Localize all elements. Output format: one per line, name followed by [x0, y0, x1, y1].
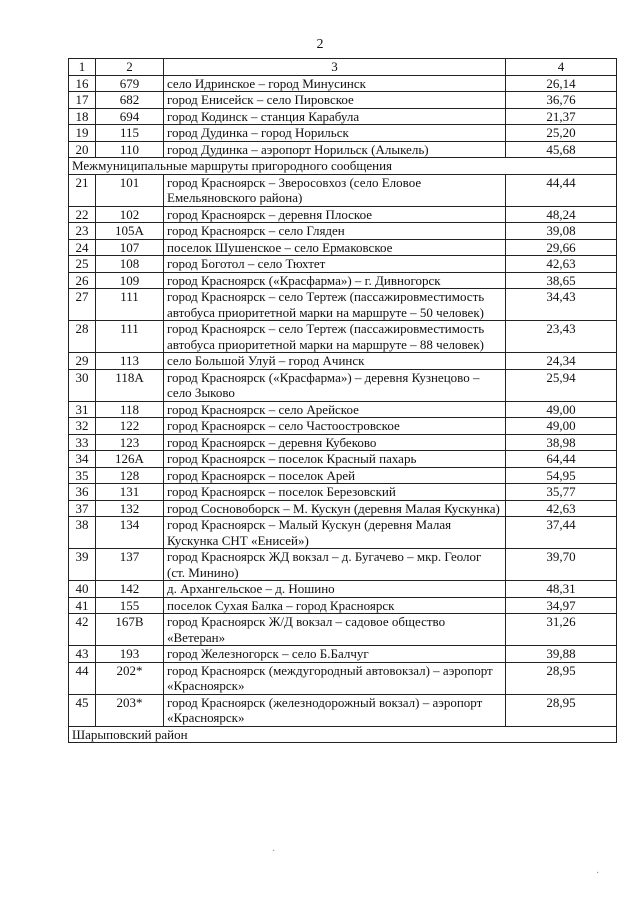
page-number: 2 [316, 37, 324, 52]
route-value: 23,43 [506, 321, 617, 353]
row-number: 42 [69, 614, 96, 646]
routes-table [68, 58, 617, 743]
route-value: 45,68 [506, 141, 617, 158]
route-name: город Красноярск – село Гляден [164, 223, 506, 240]
row-number: 43 [69, 646, 96, 663]
route-name: город Красноярск – поселок Березовский [164, 484, 506, 501]
route-value: 42,63 [506, 256, 617, 273]
row-number: 32 [69, 418, 96, 435]
route-code: 110 [96, 141, 164, 158]
section-row [69, 158, 617, 175]
route-code: 131 [96, 484, 164, 501]
route-name: город Красноярск – деревня Кубеково [164, 434, 506, 451]
section-title: Межмуниципальные маршруты пригородного сообщения [69, 158, 617, 175]
row-number: 33 [69, 434, 96, 451]
route-code: 108 [96, 256, 164, 273]
route-code: 109 [96, 272, 164, 289]
row-number: 44 [69, 662, 96, 694]
route-name: город Красноярск (железнодорожный вокзал) – аэропорт «Красноярск» [164, 694, 506, 726]
route-value: 26,14 [506, 75, 617, 92]
route-value: 25,94 [506, 369, 617, 401]
table-row [69, 434, 617, 451]
row-number: 26 [69, 272, 96, 289]
table-row [69, 75, 617, 92]
table-row [69, 92, 617, 109]
table-row [69, 369, 617, 401]
route-value: 49,00 [506, 401, 617, 418]
route-value: 38,65 [506, 272, 617, 289]
row-number: 17 [69, 92, 96, 109]
route-value: 49,00 [506, 418, 617, 435]
route-value: 39,88 [506, 646, 617, 663]
route-name: город Красноярск – село Арейское [164, 401, 506, 418]
row-number: 45 [69, 694, 96, 726]
route-code: 111 [96, 321, 164, 353]
table-row [69, 353, 617, 370]
table-row [69, 401, 617, 418]
route-code: 113 [96, 353, 164, 370]
route-value: 31,26 [506, 614, 617, 646]
row-number: 41 [69, 597, 96, 614]
row-number: 21 [69, 174, 96, 206]
route-code: 155 [96, 597, 164, 614]
route-code: 126А [96, 451, 164, 468]
row-number: 34 [69, 451, 96, 468]
column-header-1: 1 [69, 59, 96, 76]
route-code: 679 [96, 75, 164, 92]
table-row [69, 174, 617, 206]
route-code: 123 [96, 434, 164, 451]
route-value: 39,08 [506, 223, 617, 240]
route-value: 39,70 [506, 549, 617, 581]
row-number: 36 [69, 484, 96, 501]
route-code: 111 [96, 289, 164, 321]
route-value: 42,63 [506, 500, 617, 517]
route-value: 28,95 [506, 694, 617, 726]
table-row [69, 108, 617, 125]
route-value: 34,97 [506, 597, 617, 614]
table-row [69, 517, 617, 549]
route-code: 122 [96, 418, 164, 435]
route-value: 21,37 [506, 108, 617, 125]
route-name: город Красноярск (междугородный автовокзал) – аэропорт «Красноярск» [164, 662, 506, 694]
route-value: 64,44 [506, 451, 617, 468]
row-number: 18 [69, 108, 96, 125]
route-value: 24,34 [506, 353, 617, 370]
route-value: 54,95 [506, 467, 617, 484]
table-row [69, 125, 617, 142]
route-value: 36,76 [506, 92, 617, 109]
table-row [69, 321, 617, 353]
route-code: 102 [96, 206, 164, 223]
route-code: 118 [96, 401, 164, 418]
route-value: 44,44 [506, 174, 617, 206]
row-number: 16 [69, 75, 96, 92]
route-value: 28,95 [506, 662, 617, 694]
route-code: 115 [96, 125, 164, 142]
route-code: 694 [96, 108, 164, 125]
route-value: 48,24 [506, 206, 617, 223]
route-name: город Енисейск – село Пировское [164, 92, 506, 109]
route-code: 682 [96, 92, 164, 109]
route-code: 107 [96, 239, 164, 256]
row-number: 35 [69, 467, 96, 484]
table-row [69, 467, 617, 484]
route-value: 38,98 [506, 434, 617, 451]
route-name: город Красноярск – поселок Красный пахарь [164, 451, 506, 468]
row-number: 28 [69, 321, 96, 353]
row-number: 40 [69, 581, 96, 598]
row-number: 27 [69, 289, 96, 321]
table-row [69, 549, 617, 581]
table-row [69, 418, 617, 435]
route-code: 167В [96, 614, 164, 646]
route-value: 25,20 [506, 125, 617, 142]
table-row [69, 272, 617, 289]
scan-speck: · [272, 846, 276, 857]
route-name: город Боготол – село Тюхтет [164, 256, 506, 273]
route-code: 118А [96, 369, 164, 401]
scan-speck: · [596, 868, 600, 879]
table-row [69, 223, 617, 240]
table-header-row [69, 59, 617, 76]
route-name: село Большой Улуй – город Ачинск [164, 353, 506, 370]
row-number: 30 [69, 369, 96, 401]
row-number: 39 [69, 549, 96, 581]
route-name: город Красноярск («Красфарма») – г. Дивногорск [164, 272, 506, 289]
row-number: 29 [69, 353, 96, 370]
route-code: 105А [96, 223, 164, 240]
route-value: 34,43 [506, 289, 617, 321]
table-body [69, 75, 617, 743]
row-number: 19 [69, 125, 96, 142]
route-code: 202* [96, 662, 164, 694]
route-name: город Красноярск – село Частоостровское [164, 418, 506, 435]
route-code: 128 [96, 467, 164, 484]
row-number: 25 [69, 256, 96, 273]
route-code: 193 [96, 646, 164, 663]
route-name: поселок Шушенское – село Ермаковское [164, 239, 506, 256]
table-row [69, 484, 617, 501]
column-header-3: 3 [164, 59, 506, 76]
route-name: город Дудинка – аэропорт Норильск (Алыкель) [164, 141, 506, 158]
table-row [69, 451, 617, 468]
table-row [69, 289, 617, 321]
route-name: город Красноярск – деревня Плоское [164, 206, 506, 223]
table-row [69, 206, 617, 223]
route-code: 134 [96, 517, 164, 549]
row-number: 23 [69, 223, 96, 240]
row-number: 37 [69, 500, 96, 517]
route-name: город Красноярск – село Тертеж (пассажировместимость автобуса приоритетной марки на маршруте – 50 человек) [164, 289, 506, 321]
table-row [69, 141, 617, 158]
row-number: 24 [69, 239, 96, 256]
table-row [69, 614, 617, 646]
route-name: город Красноярск («Красфарма») – деревня Кузнецово – село Зыково [164, 369, 506, 401]
table-row [69, 694, 617, 726]
route-name: город Сосновоборск – М. Кускун (деревня Малая Кускунка) [164, 500, 506, 517]
route-name: поселок Сухая Балка – город Красноярск [164, 597, 506, 614]
route-code: 132 [96, 500, 164, 517]
route-name: город Красноярск – поселок Арей [164, 467, 506, 484]
table-row [69, 597, 617, 614]
table-row [69, 581, 617, 598]
column-header-4: 4 [506, 59, 617, 76]
row-number: 22 [69, 206, 96, 223]
route-name: город Кодинск – станция Карабула [164, 108, 506, 125]
row-number: 38 [69, 517, 96, 549]
route-name: город Дудинка – город Норильск [164, 125, 506, 142]
route-code: 101 [96, 174, 164, 206]
route-code: 203* [96, 694, 164, 726]
table-row [69, 239, 617, 256]
row-number: 31 [69, 401, 96, 418]
row-number: 20 [69, 141, 96, 158]
route-name: город Железногорск – село Б.Балчуг [164, 646, 506, 663]
route-code: 142 [96, 581, 164, 598]
route-name: село Идринское – город Минусинск [164, 75, 506, 92]
route-value: 37,44 [506, 517, 617, 549]
table-row [69, 500, 617, 517]
route-name: город Красноярск – село Тертеж (пассажировместимость автобуса приоритетной марки на маршруте – 88 человек) [164, 321, 506, 353]
route-value: 35,77 [506, 484, 617, 501]
column-header-2: 2 [96, 59, 164, 76]
route-name: д. Архангельское – д. Ношино [164, 581, 506, 598]
section-row [69, 726, 617, 743]
route-name: город Красноярск ЖД вокзал – д. Бугачево – мкр. Геолог (ст. Минино) [164, 549, 506, 581]
table-row [69, 256, 617, 273]
route-value: 48,31 [506, 581, 617, 598]
table-row [69, 662, 617, 694]
table-row [69, 646, 617, 663]
route-value: 29,66 [506, 239, 617, 256]
route-code: 137 [96, 549, 164, 581]
section-title: Шарыповский район [69, 726, 617, 743]
route-name: город Красноярск – Малый Кускун (деревня Малая Кускунка СНТ «Енисей») [164, 517, 506, 549]
route-name: город Красноярск – Зверосовхоз (село Еловое Емельяновского района) [164, 174, 506, 206]
route-name: город Красноярск Ж/Д вокзал – садовое общество «Ветеран» [164, 614, 506, 646]
